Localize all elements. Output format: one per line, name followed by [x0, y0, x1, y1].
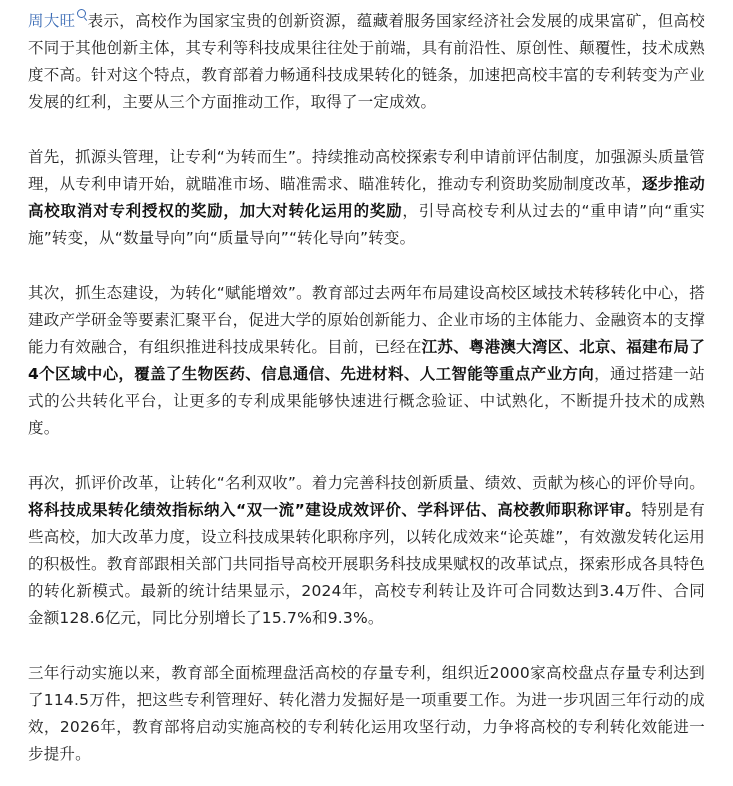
paragraph-5 — [28, 660, 705, 768]
paragraph-2-text-b: ，引导高校专利从过去的“重申请”向“重实施”转变，从“数量导向”向“质量导向”“转化导向”转变。 — [28, 202, 706, 247]
paragraph-2 — [28, 144, 705, 252]
paragraph-4-text-b: 特别是有些高校，加大改革力度，设立科技成果转化职称序列，以转化成效来“论英雄”，有效激发转化运用的积极性。教育部跟相关部门共同指导高校开展职务科技成果赋权的改革试点，探索形成各具特色的转化新模式。最新的统计结果显示，2024年，高校专利转让及许可合同数达到3.4万件、合同金额128.6亿元，同比分别增长了15.7%和9.3%。 — [28, 501, 705, 627]
paragraph-2-text-a: 首先，抓源头管理，让专利“为转而生”。持续推动高校探索专利申请前评估制度，加强源头质量管理，从专利申请开始，就瞄准市场、瞄准需求、瞄准转化，推动专利资助奖励制度改革， — [28, 148, 705, 193]
paragraph-3-text-a: 其次，抓生态建设，为转化“赋能增效”。教育部过去两年布局建设高校区域技术转移转化中心，搭建政产学研金等要素汇聚平台，促进大学的原始创新能力、企业市场的主体能力、金融资本的支撑能力有效融合，有组织推进科技成果转化。目前，已经在 — [28, 284, 705, 356]
paragraph-4-bold: 将科技成果转化绩效指标纳入“双一流”建设成效评价、学科评估、高校教师职称评审。 — [28, 501, 642, 519]
search-icon[interactable] — [77, 9, 86, 18]
paragraph-4-text-a: 再次，抓评价改革，让转化“名利双收”。着力完善科技创新质量、绩效、贡献为核心的评价导向。 — [28, 474, 705, 492]
paragraph-2-bold: 逐步推动高校取消对专利授权的奖励，加大对转化运用的奖励 — [28, 175, 705, 220]
paragraph-3-bold: 江苏、粤港澳大湾区、北京、福建布局了4个区域中心，覆盖了生物医药、信息通信、先进材料、人工智能等重点产业方向 — [28, 338, 705, 383]
paragraph-5-text: 三年行动实施以来，教育部全面梳理盘活高校的存量专利，组织近2000家高校盘点存量专利达到了114.5万件，把这些专利管理好、转化潜力发掘好是一项重要工作。为进一步巩固三年行动的成效，2026年，教育部将启动实施高校的专利转化运用攻坚行动，力争将高校的专利转化效能进一步提升。 — [28, 664, 705, 763]
paragraph-1 — [28, 8, 705, 116]
paragraph-3 — [28, 280, 705, 442]
paragraph-1-text: 表示，高校作为国家宝贵的创新资源，蕴藏着服务国家经济社会发展的成果富矿，但高校不同于其他创新主体，其专利等科技成果往往处于前端，具有前沿性、原创性、颠覆性，技术成熟度不高。针对这个特点，教育部着力畅通科技成果转化的链条，加速把高校丰富的专利转变为产业发展的红利，主要从三个方面推动工作，取得了一定成效。 — [28, 12, 705, 111]
person-mention-link[interactable]: 周大旺 — [28, 12, 76, 30]
paragraph-3-text-b: ，通过搭建一站式的公共转化平台，让更多的专利成果能够快速进行概念验证、中试熟化，不断提升技术的成熟度。 — [28, 365, 705, 437]
paragraph-4 — [28, 470, 705, 632]
